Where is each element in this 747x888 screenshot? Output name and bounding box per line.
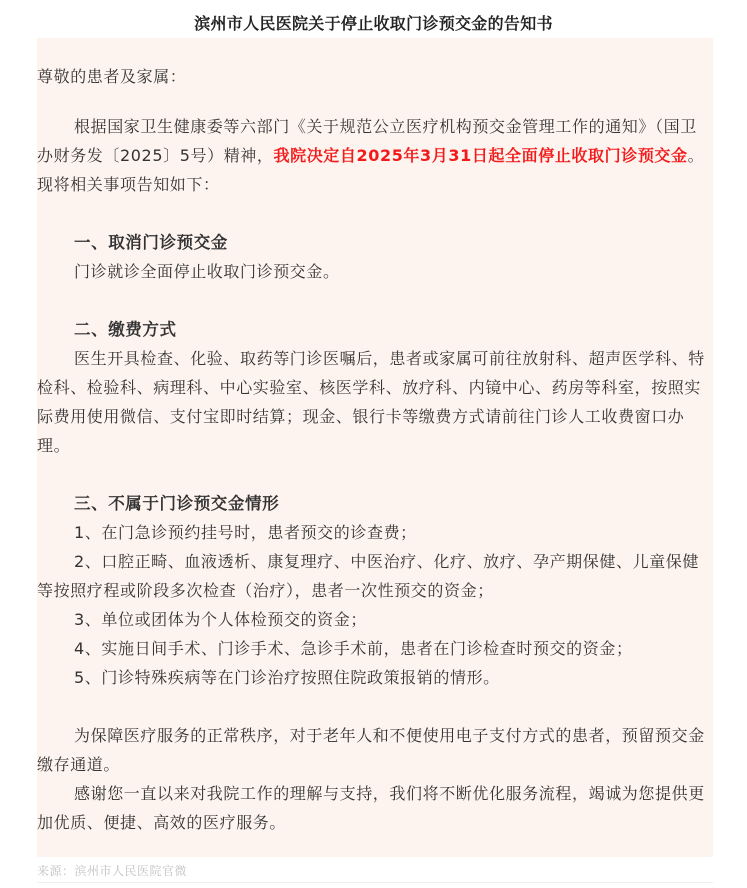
section-paragraph: 门诊就诊全面停止收取门诊预交金。 <box>74 262 340 281</box>
notice-body <box>37 38 713 857</box>
closing-paragraph: 感谢您一直以来对我院工作的理解与支持，我们将不断优化服务流程，竭诚为您提供更加优质、便捷、高效的医疗服务。 <box>37 784 705 832</box>
spacer <box>37 692 713 721</box>
spacer <box>37 286 713 315</box>
source-caption: 来源：滨州市人民医院官微 <box>37 864 188 878</box>
salutation: 尊敬的患者及家属： <box>37 67 187 86</box>
intro-highlight: 我院决定自2025年3月31日起全面停止收取门诊预交金 <box>273 146 688 165</box>
section-heading: 一、取消门诊预交金 <box>74 233 228 252</box>
list-item: 2、口腔正畸、血液透析、康复理疗、中医治疗、化疗、放疗、孕产期保健、儿童保健等按照疗程或阶段多次检查（治疗），患者一次性预交的资金； <box>37 552 699 600</box>
divider <box>37 882 713 883</box>
section-heading: 二、缴费方式 <box>74 320 177 339</box>
page-title: 滨州市人民医院关于停止收取门诊预交金的告知书 <box>194 14 553 33</box>
list-item: 1、在门急诊预约挂号时，患者预交的诊查费； <box>74 523 417 542</box>
closing-paragraph: 为保障医疗服务的正常秩序，对于老年人和不便使用电子支付方式的患者，预留预交金缴存通道。 <box>37 726 705 774</box>
spacer <box>37 91 713 112</box>
section-heading: 三、不属于门诊预交金情形 <box>74 494 280 513</box>
intro-text-end: 。现将相关事项告知如下： <box>37 146 705 194</box>
spacer <box>37 460 713 489</box>
list-item: 5、门诊特殊疾病等在门诊治疗按照住院政策报销的情形。 <box>74 668 500 687</box>
list-item: 3、单位或团体为个人体检预交的资金； <box>74 610 367 629</box>
list-item: 4、实施日间手术、门诊手术、急诊手术前，患者在门诊检查时预交的资金； <box>74 639 633 658</box>
spacer <box>37 199 713 228</box>
intro-paragraph <box>37 112 713 199</box>
section-paragraph: 医生开具检查、化验、取药等门诊医嘱后，患者或家属可前往放射科、超声医学科、特检科、检验科、病理科、中心实验室、核医学科、放疗科、内镜中心、药房等科室，按照实际费用使用微信、支付宝即时结算；现金、银行卡等缴费方式请前往门诊人工收费窗口办理。 <box>37 349 705 455</box>
intro-text: 根据国家卫生健康委等六部门《关于规范公立医疗机构预交金管理工作的通知》（国卫办财务发〔2025〕5号）精神， <box>37 117 697 165</box>
